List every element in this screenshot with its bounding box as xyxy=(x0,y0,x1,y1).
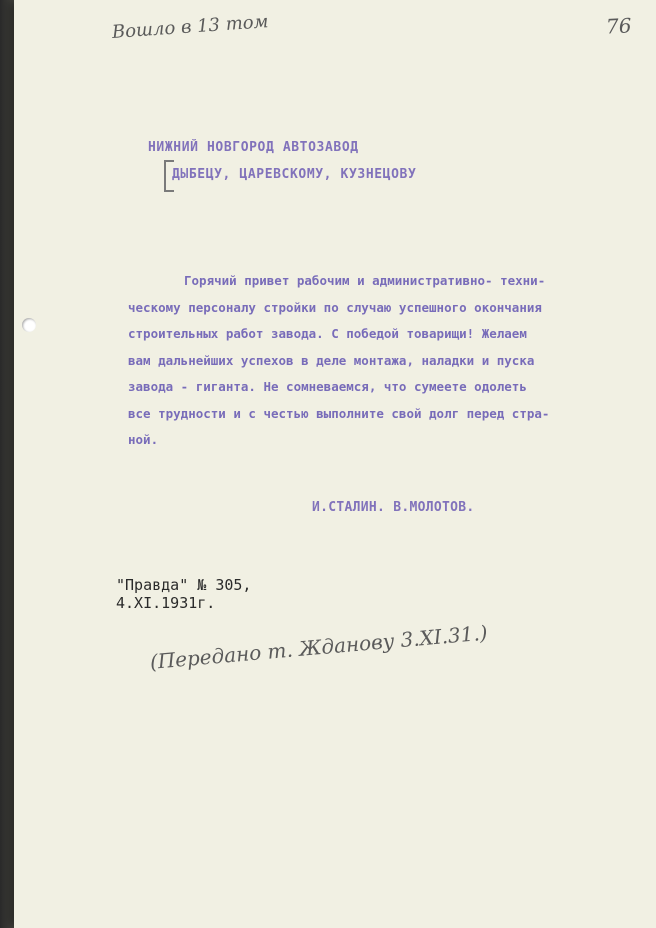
body-line: ной. xyxy=(128,432,159,447)
telegram-body xyxy=(128,268,628,454)
transfer-note: (Передано т. Жданову 3.XI.31.) xyxy=(148,620,489,674)
address-line-1: НИЖНИЙ НОВГОРОД АВТОЗАВОД xyxy=(148,140,359,155)
body-line: ческому персоналу стройки по случаю успешного окончания xyxy=(128,299,542,315)
signature: И.СТАЛИН. В.МОЛОТОВ. xyxy=(312,500,475,515)
scan-edge xyxy=(0,0,14,928)
body-line: строительных работ завода. С победой товарищи! Желаем xyxy=(128,326,527,341)
page-number: 76 xyxy=(605,13,633,39)
body-line: все трудности и с честью выполните свой долг перед стра- xyxy=(128,405,550,421)
punch-hole xyxy=(22,318,36,332)
archive-note: Вошло в 13 том xyxy=(111,11,270,43)
body-line: вам дальнейших успехов в деле монтажа, наладки и пуска xyxy=(128,352,535,368)
body-line: завода - гиганта. Не сомневаемся, что сумеете одолеть xyxy=(128,379,527,394)
body-line: Горячий привет рабочим и административно- техни- xyxy=(184,273,546,288)
source-line-1: "Правда" № 305, xyxy=(116,576,252,594)
source-line-2: 4.XI.1931г. xyxy=(116,594,216,612)
address-line-2: ДЫБЕЦУ, ЦАРЕВСКОМУ, КУЗНЕЦОВУ xyxy=(172,167,417,182)
